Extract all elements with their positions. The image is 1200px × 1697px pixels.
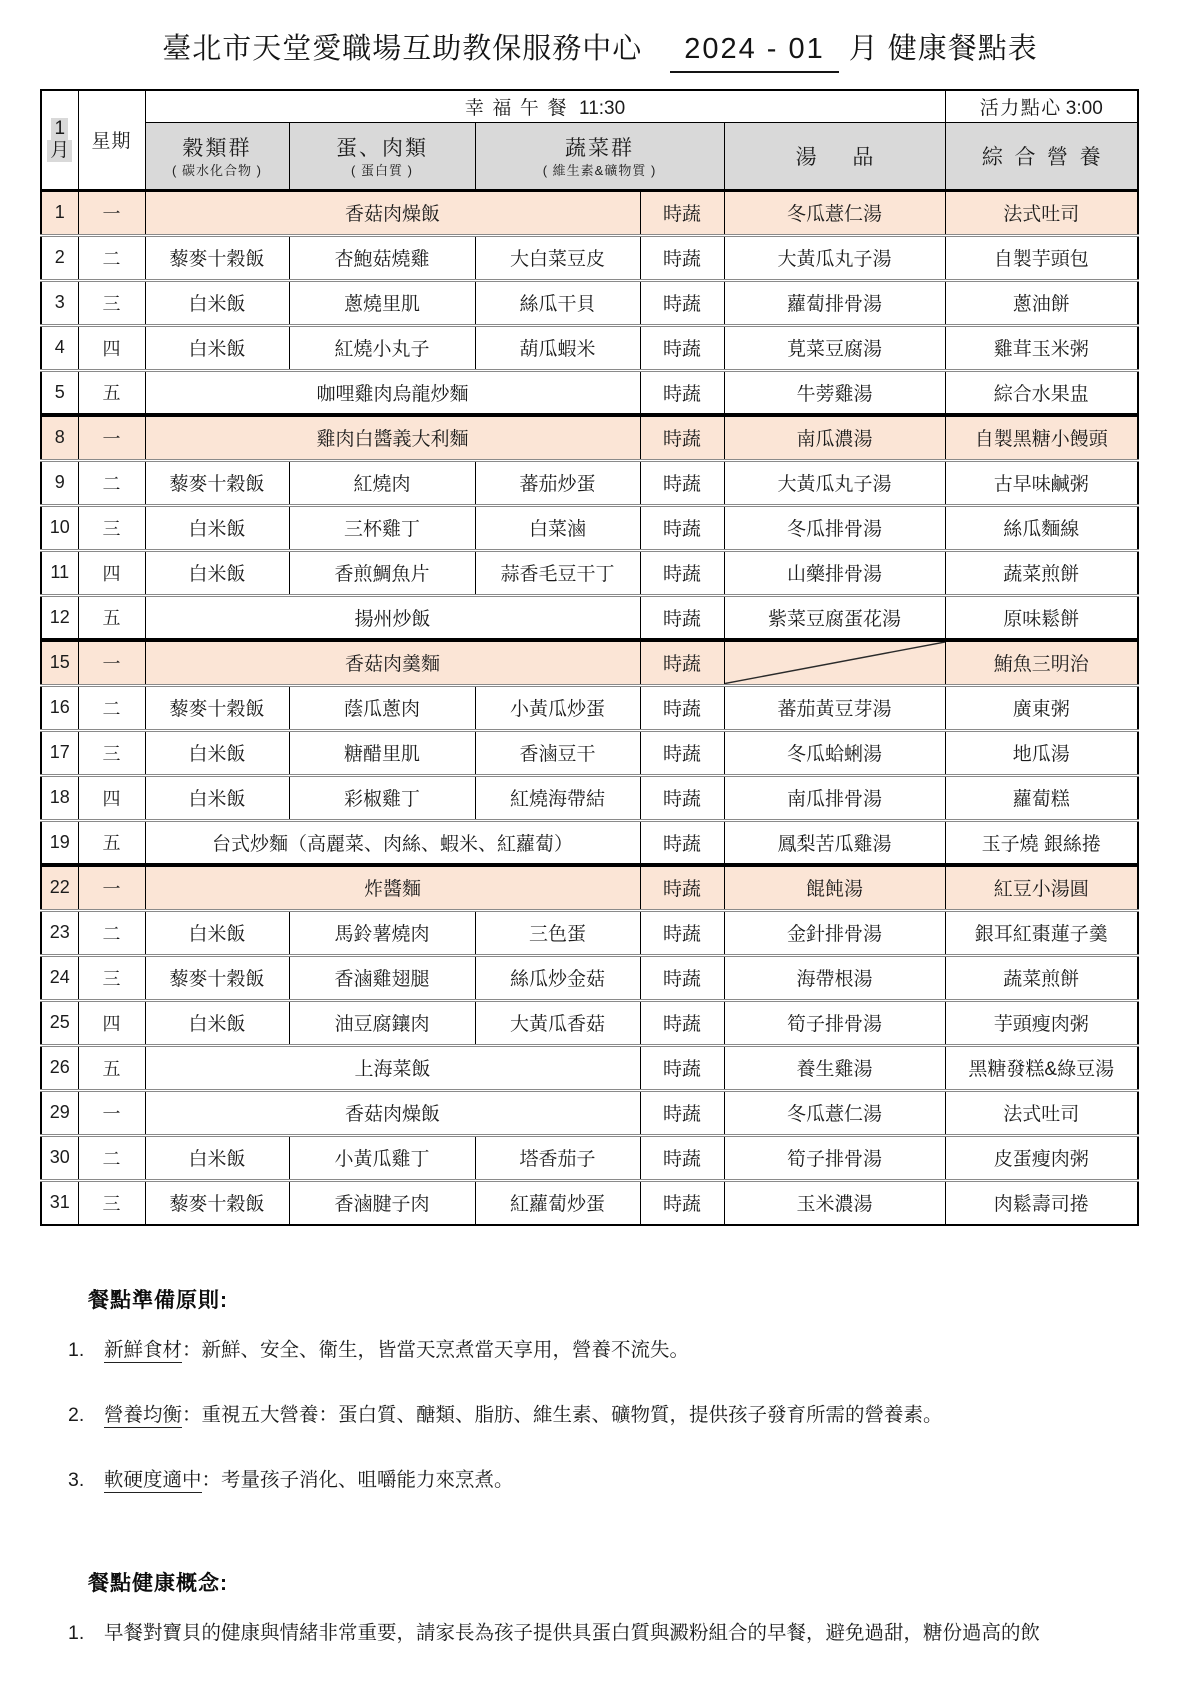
snack-time-header bbox=[945, 90, 1138, 122]
vegetable-cell: 白菜滷 bbox=[475, 505, 640, 550]
snack-cell: 絲瓜麵線 bbox=[945, 505, 1138, 550]
soup-cell: 玉米濃湯 bbox=[724, 1180, 945, 1225]
grain-cell: 白米飯 bbox=[145, 1135, 289, 1180]
principles-heading: 餐點準備原則: bbox=[88, 1289, 228, 1312]
grain-cell: 白米飯 bbox=[145, 910, 289, 955]
menu-row-11 bbox=[41, 550, 1138, 595]
main-dish-cell: 炸醬麵 bbox=[145, 865, 640, 910]
snack-cell: 鮪魚三明治 bbox=[945, 640, 1138, 685]
note-item-text: 早餐對寶貝的健康與情緒非常重要，請家長為孩子提供具蛋白質與澱粉組合的早餐，避免過甜，糖份過高的飲 bbox=[104, 1622, 1041, 1644]
vegetable-cell: 紅蘿蔔炒蛋 bbox=[475, 1180, 640, 1225]
menu-row-1 bbox=[41, 190, 1138, 235]
snack-cell: 黑糖發糕&綠豆湯 bbox=[945, 1045, 1138, 1090]
date-cell: 10 bbox=[41, 505, 78, 550]
seasonal-veg-cell: 時蔬 bbox=[640, 190, 724, 235]
title-suffix: 月 健康餐點表 bbox=[848, 33, 1038, 65]
protein-cell: 三杯雞丁 bbox=[289, 505, 475, 550]
weekday-cell: 三 bbox=[78, 955, 145, 1000]
weekday-cell: 二 bbox=[78, 460, 145, 505]
weekday-cell: 五 bbox=[78, 820, 145, 865]
vegetable-cell: 蕃茄炒蛋 bbox=[475, 460, 640, 505]
snack-cell: 肉鬆壽司捲 bbox=[945, 1180, 1138, 1225]
date-cell: 15 bbox=[41, 640, 78, 685]
menu-row-18 bbox=[41, 775, 1138, 820]
main-dish-cell: 香菇肉燥飯 bbox=[145, 1090, 640, 1135]
seasonal-veg-cell: 時蔬 bbox=[640, 460, 724, 505]
month-character: 月 bbox=[47, 140, 72, 162]
snack-cell: 法式吐司 bbox=[945, 1090, 1138, 1135]
weekday-cell: 一 bbox=[78, 415, 145, 460]
seasonal-veg-cell: 時蔬 bbox=[640, 415, 724, 460]
lunch-time-header bbox=[145, 90, 945, 122]
weekday-header-cell: 星期 bbox=[78, 90, 145, 190]
seasonal-veg-cell: 時蔬 bbox=[640, 595, 724, 640]
seasonal-veg-cell: 時蔬 bbox=[640, 1180, 724, 1225]
seasonal-veg-cell: 時蔬 bbox=[640, 550, 724, 595]
date-cell: 2 bbox=[41, 235, 78, 280]
menu-row-17 bbox=[41, 730, 1138, 775]
protein-group-subtitle: ( 蛋白質 ) bbox=[351, 163, 413, 178]
menu-row-3 bbox=[41, 280, 1138, 325]
soup-cell: 牛蒡雞湯 bbox=[724, 370, 945, 415]
snack-cell: 蘿蔔糕 bbox=[945, 775, 1138, 820]
snack-cell: 地瓜湯 bbox=[945, 730, 1138, 775]
main-dish-cell: 上海菜飯 bbox=[145, 1045, 640, 1090]
soup-group-header: 湯品 bbox=[724, 122, 945, 190]
lunch-time: 11:30 bbox=[579, 97, 626, 119]
note-item-text: 營養均衡：重視五大營養：蛋白質、醣類、脂肪、維生素、礦物質，提供孩子發育所需的營養素。 bbox=[104, 1404, 943, 1426]
protein-cell: 紅燒肉 bbox=[289, 460, 475, 505]
weekday-cell: 二 bbox=[78, 910, 145, 955]
vegetable-cell: 絲瓜干貝 bbox=[475, 280, 640, 325]
weekday-cell: 一 bbox=[78, 865, 145, 910]
date-cell: 5 bbox=[41, 370, 78, 415]
weekday-cell: 二 bbox=[78, 235, 145, 280]
concepts-heading: 餐點健康概念: bbox=[88, 1572, 228, 1595]
snack-cell: 綜合水果盅 bbox=[945, 370, 1138, 415]
menu-row-12 bbox=[41, 595, 1138, 640]
menu-table-body bbox=[41, 190, 1138, 1225]
date-cell: 4 bbox=[41, 325, 78, 370]
soup-cell: 南瓜排骨湯 bbox=[724, 775, 945, 820]
menu-row-16 bbox=[41, 685, 1138, 730]
grain-cell: 白米飯 bbox=[145, 550, 289, 595]
protein-cell: 馬鈴薯燒肉 bbox=[289, 910, 475, 955]
seasonal-veg-cell: 時蔬 bbox=[640, 865, 724, 910]
grain-cell: 白米飯 bbox=[145, 325, 289, 370]
date-cell: 29 bbox=[41, 1090, 78, 1135]
lunch-label: 幸福午餐 bbox=[464, 97, 576, 119]
protein-cell: 杏鮑菇燒雞 bbox=[289, 235, 475, 280]
menu-row-4 bbox=[41, 325, 1138, 370]
note-item-lead-underlined: 軟硬度適中 bbox=[104, 1469, 202, 1491]
protein-cell: 油豆腐鑲肉 bbox=[289, 1000, 475, 1045]
weekday-cell: 四 bbox=[78, 325, 145, 370]
menu-row-24 bbox=[41, 955, 1138, 1000]
vegetable-group-subtitle: ( 維生素&礦物質 ) bbox=[542, 163, 657, 178]
date-cell: 17 bbox=[41, 730, 78, 775]
date-cell: 25 bbox=[41, 1000, 78, 1045]
date-cell: 9 bbox=[41, 460, 78, 505]
weekday-cell: 四 bbox=[78, 1000, 145, 1045]
menu-row-9 bbox=[41, 460, 1138, 505]
grain-cell: 白米飯 bbox=[145, 280, 289, 325]
menu-row-5 bbox=[41, 370, 1138, 415]
date-cell: 18 bbox=[41, 775, 78, 820]
seasonal-veg-cell: 時蔬 bbox=[640, 280, 724, 325]
menu-row-31 bbox=[41, 1180, 1138, 1225]
date-cell: 19 bbox=[41, 820, 78, 865]
seasonal-veg-cell: 時蔬 bbox=[640, 325, 724, 370]
vegetable-cell: 塔香茄子 bbox=[475, 1135, 640, 1180]
protein-cell: 香煎鯛魚片 bbox=[289, 550, 475, 595]
note-item bbox=[68, 1336, 1200, 1365]
seasonal-veg-cell: 時蔬 bbox=[640, 730, 724, 775]
grain-cell: 藜麥十穀飯 bbox=[145, 685, 289, 730]
grain-cell: 藜麥十穀飯 bbox=[145, 955, 289, 1000]
grain-cell: 白米飯 bbox=[145, 775, 289, 820]
protein-group-header bbox=[289, 122, 475, 190]
seasonal-veg-cell: 時蔬 bbox=[640, 1045, 724, 1090]
soup-cell: 冬瓜排骨湯 bbox=[724, 505, 945, 550]
seasonal-veg-cell: 時蔬 bbox=[640, 235, 724, 280]
snack-cell: 蔬菜煎餅 bbox=[945, 550, 1138, 595]
vegetable-cell: 葫瓜蝦米 bbox=[475, 325, 640, 370]
protein-cell: 蔥燒里肌 bbox=[289, 280, 475, 325]
soup-cell: 紫菜豆腐蛋花湯 bbox=[724, 595, 945, 640]
grain-group-header bbox=[145, 122, 289, 190]
protein-group-title: 蛋、肉類 bbox=[336, 137, 428, 160]
grain-cell: 藜麥十穀飯 bbox=[145, 1180, 289, 1225]
seasonal-veg-cell: 時蔬 bbox=[640, 685, 724, 730]
weekday-cell: 四 bbox=[78, 550, 145, 595]
vegetable-group-title: 蔬菜群 bbox=[565, 137, 634, 160]
date-cell: 24 bbox=[41, 955, 78, 1000]
soup-cell: 海帶根湯 bbox=[724, 955, 945, 1000]
soup-cell: 金針排骨湯 bbox=[724, 910, 945, 955]
seasonal-veg-cell: 時蔬 bbox=[640, 370, 724, 415]
menu-row-30 bbox=[41, 1135, 1138, 1180]
snack-cell: 紅豆小湯圓 bbox=[945, 865, 1138, 910]
seasonal-veg-cell: 時蔬 bbox=[640, 955, 724, 1000]
protein-cell: 小黃瓜雞丁 bbox=[289, 1135, 475, 1180]
protein-cell: 糖醋里肌 bbox=[289, 730, 475, 775]
note-item-number: 1. bbox=[68, 1339, 85, 1361]
grain-cell: 白米飯 bbox=[145, 1000, 289, 1045]
soup-cell: 山藥排骨湯 bbox=[724, 550, 945, 595]
soup-cell: 大黃瓜丸子湯 bbox=[724, 460, 945, 505]
date-cell: 30 bbox=[41, 1135, 78, 1180]
seasonal-veg-cell: 時蔬 bbox=[640, 1135, 724, 1180]
soup-cell: 養生雞湯 bbox=[724, 1045, 945, 1090]
diagonal-strike-line bbox=[725, 642, 945, 684]
snack-cell: 銀耳紅棗蓮子羹 bbox=[945, 910, 1138, 955]
snack-time: 3:00 bbox=[1065, 97, 1103, 119]
date-cell: 1 bbox=[41, 190, 78, 235]
concepts-list bbox=[0, 1619, 1200, 1648]
seasonal-veg-cell: 時蔬 bbox=[640, 820, 724, 865]
vegetable-cell: 紅燒海帶結 bbox=[475, 775, 640, 820]
date-cell: 3 bbox=[41, 280, 78, 325]
main-dish-cell: 咖哩雞肉烏龍炒麵 bbox=[145, 370, 640, 415]
soup-cell: 筍子排骨湯 bbox=[724, 1000, 945, 1045]
menu-row-22 bbox=[41, 865, 1138, 910]
principles-list bbox=[0, 1336, 1200, 1495]
title-month-underlined: 2024 - 01 bbox=[670, 33, 839, 73]
menu-row-23 bbox=[41, 910, 1138, 955]
soup-cell: 鳳梨苦瓜雞湯 bbox=[724, 820, 945, 865]
soup-cell bbox=[724, 640, 945, 685]
weekday-cell: 三 bbox=[78, 505, 145, 550]
grain-cell: 白米飯 bbox=[145, 505, 289, 550]
snack-cell: 蔬菜煎餅 bbox=[945, 955, 1138, 1000]
page-title bbox=[0, 26, 1200, 73]
weekday-cell: 三 bbox=[78, 730, 145, 775]
snack-cell: 原味鬆餅 bbox=[945, 595, 1138, 640]
menu-table bbox=[40, 89, 1139, 1226]
date-cell: 8 bbox=[41, 415, 78, 460]
snack-cell: 玉子燒 銀絲捲 bbox=[945, 820, 1138, 865]
weekday-cell: 三 bbox=[78, 1180, 145, 1225]
snack-cell: 廣東粥 bbox=[945, 685, 1138, 730]
note-item bbox=[68, 1619, 1200, 1648]
protein-cell: 香滷腱子肉 bbox=[289, 1180, 475, 1225]
note-item-lead-underlined: 營養均衡 bbox=[104, 1404, 183, 1426]
date-cell: 11 bbox=[41, 550, 78, 595]
note-item-text: 新鮮食材：新鮮、安全、衛生，皆當天烹煮當天享用，營養不流失。 bbox=[104, 1339, 690, 1361]
snack-cell: 皮蛋瘦肉粥 bbox=[945, 1135, 1138, 1180]
snack-cell: 古早味鹹粥 bbox=[945, 460, 1138, 505]
vegetable-cell: 蒜香毛豆干丁 bbox=[475, 550, 640, 595]
weekday-cell: 五 bbox=[78, 595, 145, 640]
grain-cell: 白米飯 bbox=[145, 730, 289, 775]
date-cell: 23 bbox=[41, 910, 78, 955]
weekday-cell: 五 bbox=[78, 370, 145, 415]
meal-time-header-row bbox=[41, 90, 1138, 122]
menu-row-26 bbox=[41, 1045, 1138, 1090]
soup-cell: 冬瓜蛤蜊湯 bbox=[724, 730, 945, 775]
menu-row-15 bbox=[41, 640, 1138, 685]
date-cell: 22 bbox=[41, 865, 78, 910]
note-item bbox=[68, 1466, 1200, 1495]
soup-cell: 冬瓜薏仁湯 bbox=[724, 190, 945, 235]
menu-row-19 bbox=[41, 820, 1138, 865]
note-item-number: 3. bbox=[68, 1469, 85, 1491]
food-group-header-row bbox=[41, 122, 1138, 190]
protein-cell: 蔭瓜蔥肉 bbox=[289, 685, 475, 730]
weekday-cell: 五 bbox=[78, 1045, 145, 1090]
title-center-name: 臺北市天堂愛職場互助教保服務中心 bbox=[162, 33, 643, 65]
vegetable-cell: 小黃瓜炒蛋 bbox=[475, 685, 640, 730]
vegetable-cell: 大黃瓜香菇 bbox=[475, 1000, 640, 1045]
snack-cell: 蔥油餅 bbox=[945, 280, 1138, 325]
weekday-cell: 二 bbox=[78, 685, 145, 730]
weekday-cell: 二 bbox=[78, 1135, 145, 1180]
footer-notes bbox=[0, 1284, 1200, 1648]
snack-cell: 自製黑糖小饅頭 bbox=[945, 415, 1138, 460]
comprehensive-nutrition-header: 綜合營養 bbox=[945, 122, 1138, 190]
soup-cell: 蕃茄黃豆芽湯 bbox=[724, 685, 945, 730]
seasonal-veg-cell: 時蔬 bbox=[640, 1090, 724, 1135]
snack-label: 活力點心 bbox=[979, 97, 1062, 119]
snack-cell: 自製芋頭包 bbox=[945, 235, 1138, 280]
soup-cell: 莧菜豆腐湯 bbox=[724, 325, 945, 370]
seasonal-veg-cell: 時蔬 bbox=[640, 910, 724, 955]
seasonal-veg-cell: 時蔬 bbox=[640, 640, 724, 685]
grain-cell: 藜麥十穀飯 bbox=[145, 460, 289, 505]
snack-cell: 雞茸玉米粥 bbox=[945, 325, 1138, 370]
protein-cell: 彩椒雞丁 bbox=[289, 775, 475, 820]
soup-cell: 南瓜濃湯 bbox=[724, 415, 945, 460]
menu-row-10 bbox=[41, 505, 1138, 550]
date-cell: 12 bbox=[41, 595, 78, 640]
vegetable-cell: 三色蛋 bbox=[475, 910, 640, 955]
weekday-cell: 四 bbox=[78, 775, 145, 820]
grain-group-subtitle: ( 碳水化合物 ) bbox=[172, 163, 262, 178]
soup-cell: 餛飩湯 bbox=[724, 865, 945, 910]
vegetable-cell: 絲瓜炒金菇 bbox=[475, 955, 640, 1000]
soup-cell: 蘿蔔排骨湯 bbox=[724, 280, 945, 325]
date-cell: 26 bbox=[41, 1045, 78, 1090]
vegetable-cell: 香滷豆干 bbox=[475, 730, 640, 775]
grain-cell: 藜麥十穀飯 bbox=[145, 235, 289, 280]
seasonal-veg-cell: 時蔬 bbox=[640, 775, 724, 820]
vegetable-cell: 大白菜豆皮 bbox=[475, 235, 640, 280]
menu-row-2 bbox=[41, 235, 1138, 280]
soup-cell: 筍子排骨湯 bbox=[724, 1135, 945, 1180]
main-dish-cell: 雞肉白醬義大利麵 bbox=[145, 415, 640, 460]
soup-cell: 大黃瓜丸子湯 bbox=[724, 235, 945, 280]
snack-cell: 法式吐司 bbox=[945, 190, 1138, 235]
weekday-cell: 三 bbox=[78, 280, 145, 325]
seasonal-veg-cell: 時蔬 bbox=[640, 1000, 724, 1045]
note-item-number: 1. bbox=[68, 1622, 85, 1644]
main-dish-cell: 香菇肉羹麵 bbox=[145, 640, 640, 685]
main-dish-cell: 台式炒麵（高麗菜、肉絲、蝦米、紅蘿蔔） bbox=[145, 820, 640, 865]
main-dish-cell: 揚州炒飯 bbox=[145, 595, 640, 640]
month-header-cell bbox=[41, 90, 78, 190]
snack-cell: 芋頭瘦肉粥 bbox=[945, 1000, 1138, 1045]
date-cell: 31 bbox=[41, 1180, 78, 1225]
menu-row-29 bbox=[41, 1090, 1138, 1135]
note-item-lead-underlined: 新鮮食材 bbox=[104, 1339, 183, 1361]
weekday-cell: 一 bbox=[78, 190, 145, 235]
menu-row-8 bbox=[41, 415, 1138, 460]
main-dish-cell: 香菇肉燥飯 bbox=[145, 190, 640, 235]
seasonal-veg-cell: 時蔬 bbox=[640, 505, 724, 550]
note-item-number: 2. bbox=[68, 1404, 85, 1426]
note-item-text: 軟硬度適中：考量孩子消化、咀嚼能力來烹煮。 bbox=[104, 1469, 514, 1491]
weekday-cell: 一 bbox=[78, 1090, 145, 1135]
grain-group-title: 穀類群 bbox=[182, 137, 252, 160]
protein-cell: 紅燒小丸子 bbox=[289, 325, 475, 370]
note-item bbox=[68, 1401, 1200, 1430]
date-cell: 16 bbox=[41, 685, 78, 730]
protein-cell: 香滷雞翅腿 bbox=[289, 955, 475, 1000]
soup-cell: 冬瓜薏仁湯 bbox=[724, 1090, 945, 1135]
month-number: 1 bbox=[51, 118, 68, 140]
menu-row-25 bbox=[41, 1000, 1138, 1045]
weekday-cell: 一 bbox=[78, 640, 145, 685]
vegetable-group-header bbox=[475, 122, 724, 190]
